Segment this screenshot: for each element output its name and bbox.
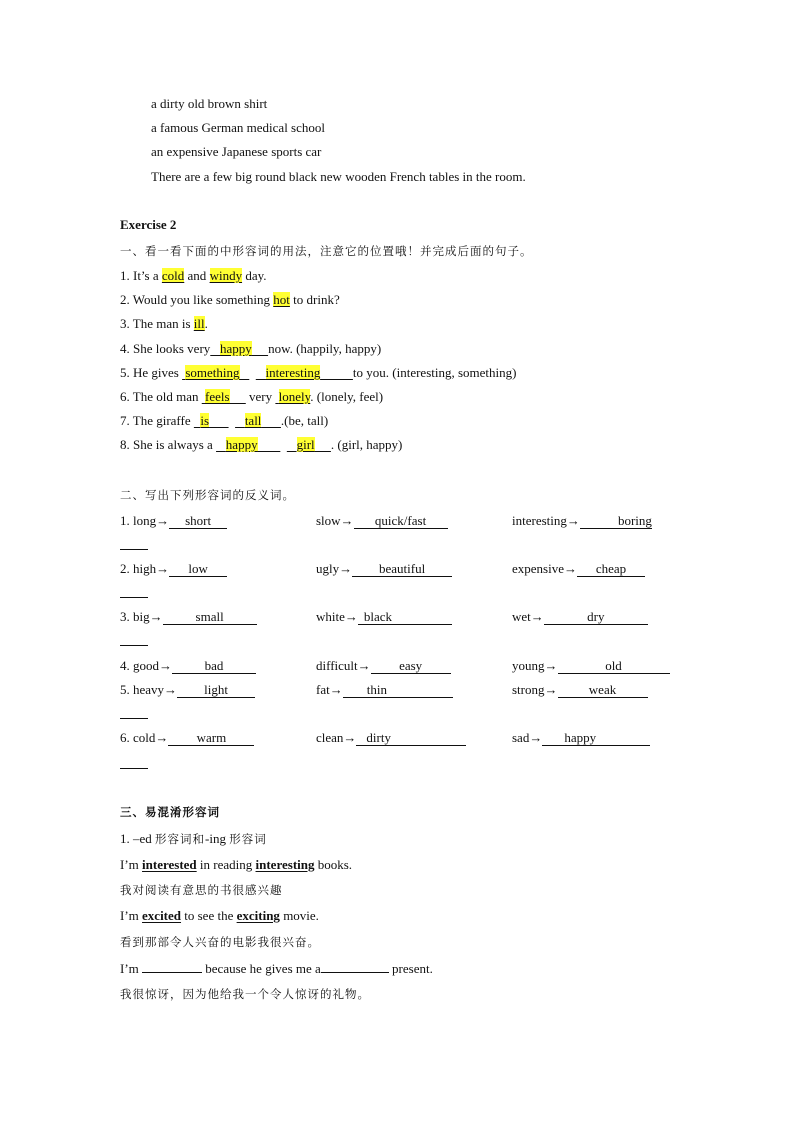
example-2: I’m excited to see the exciting movie. bbox=[120, 908, 319, 923]
antonym-item: 6. cold→ warm bbox=[120, 730, 254, 746]
fill-blank[interactable] bbox=[142, 960, 202, 973]
antonym-item: difficult→ easy bbox=[316, 658, 451, 674]
answer: hot bbox=[273, 292, 290, 307]
answer: feels bbox=[204, 389, 230, 404]
antonym-item: 3. big→ small bbox=[120, 609, 257, 625]
section2-title: 二、写出下列形容词的反义词。 bbox=[120, 488, 295, 502]
antonym-item: ugly→ beautiful bbox=[316, 561, 452, 577]
sentence-2: 2. Would you like something hot to drink? bbox=[120, 292, 340, 307]
answer: is bbox=[200, 413, 210, 428]
antonym-item: 4. good→ bad bbox=[120, 658, 256, 674]
intro-phrase-2: a famous German medical school bbox=[151, 120, 325, 135]
answer: lonely bbox=[278, 389, 311, 404]
section1-title: 一、看一看下面的中形容词的用法，注意它的位置哦！并完成后面的句子。 bbox=[120, 244, 533, 258]
antonym-item: interesting→ boring bbox=[512, 513, 652, 528]
antonym-item: expensive→ cheap bbox=[512, 561, 645, 577]
answer: cold bbox=[161, 268, 185, 283]
sentence-4: 4. She looks very happy now. (happily, happy) bbox=[120, 341, 382, 356]
sentence-5: 5. He gives something interesting to you. (interesting, something) bbox=[120, 365, 517, 380]
intro-phrase-1: a dirty old brown shirt bbox=[151, 96, 268, 111]
intro-phrase-3: an expensive Japanese sports car bbox=[151, 144, 322, 159]
antonym-item: sad→ happy bbox=[512, 730, 650, 746]
answer: tall bbox=[244, 413, 262, 428]
answer: happy bbox=[225, 437, 258, 452]
blank-line bbox=[120, 548, 148, 550]
antonym-item: slow→ quick/fast bbox=[316, 513, 448, 529]
example-1: I’m interested in reading interesting books. bbox=[120, 857, 353, 872]
fill-blank[interactable] bbox=[321, 960, 389, 973]
section3-subtitle: 1. –ed 形容词和-ing 形容词 bbox=[120, 831, 267, 846]
example-3-translation: 我很惊讶，因为他给我一个令人惊讶的礼物。 bbox=[120, 987, 370, 1001]
intro-phrase-4: There are a few big round black new wooden French tables in the room. bbox=[151, 169, 526, 184]
antonym-item: young→ old bbox=[512, 658, 670, 674]
answer: happy bbox=[220, 341, 252, 356]
blank-line bbox=[120, 644, 148, 646]
example-2-translation: 看到那部令人兴奋的电影我很兴奋。 bbox=[120, 935, 320, 949]
antonym-item: wet→ dry bbox=[512, 609, 648, 625]
sentence-6: 6. The old man feels very lonely. (lonely, feel) bbox=[120, 389, 384, 404]
sentence-7: 7. The giraffe is tall .(be, tall) bbox=[120, 413, 329, 428]
answer: ill bbox=[193, 316, 205, 331]
antonym-item: 1. long→ short bbox=[120, 513, 227, 529]
sentence-8: 8. She is always a happy girl . (girl, happy) bbox=[120, 437, 403, 452]
sentence-3: 3. The man is ill. bbox=[120, 316, 208, 331]
antonym-item: 2. high→ low bbox=[120, 561, 227, 577]
blank-line bbox=[120, 767, 148, 769]
antonym-item: clean→ dirty bbox=[316, 730, 466, 746]
answer: windy bbox=[209, 268, 243, 283]
antonym-item: 5. heavy→ light bbox=[120, 682, 255, 698]
sentence-1: 1. It’s a cold and windy day. bbox=[120, 268, 267, 283]
section3-title: 三、易混淆形容词 bbox=[120, 805, 220, 819]
antonym-item: fat→ thin bbox=[316, 682, 453, 698]
exercise-title: Exercise 2 bbox=[120, 217, 177, 232]
antonym-item: strong→ weak bbox=[512, 682, 648, 698]
example-3: I’m because he gives me a present. bbox=[120, 961, 433, 976]
example-1-translation: 我对阅读有意思的书很感兴趣 bbox=[120, 883, 283, 897]
answer: interesting bbox=[265, 365, 321, 380]
blank-line bbox=[120, 596, 148, 598]
answer: something bbox=[185, 365, 240, 380]
answer: girl bbox=[296, 437, 315, 452]
blank-line bbox=[120, 717, 148, 719]
antonym-item: white→ black bbox=[316, 609, 452, 625]
